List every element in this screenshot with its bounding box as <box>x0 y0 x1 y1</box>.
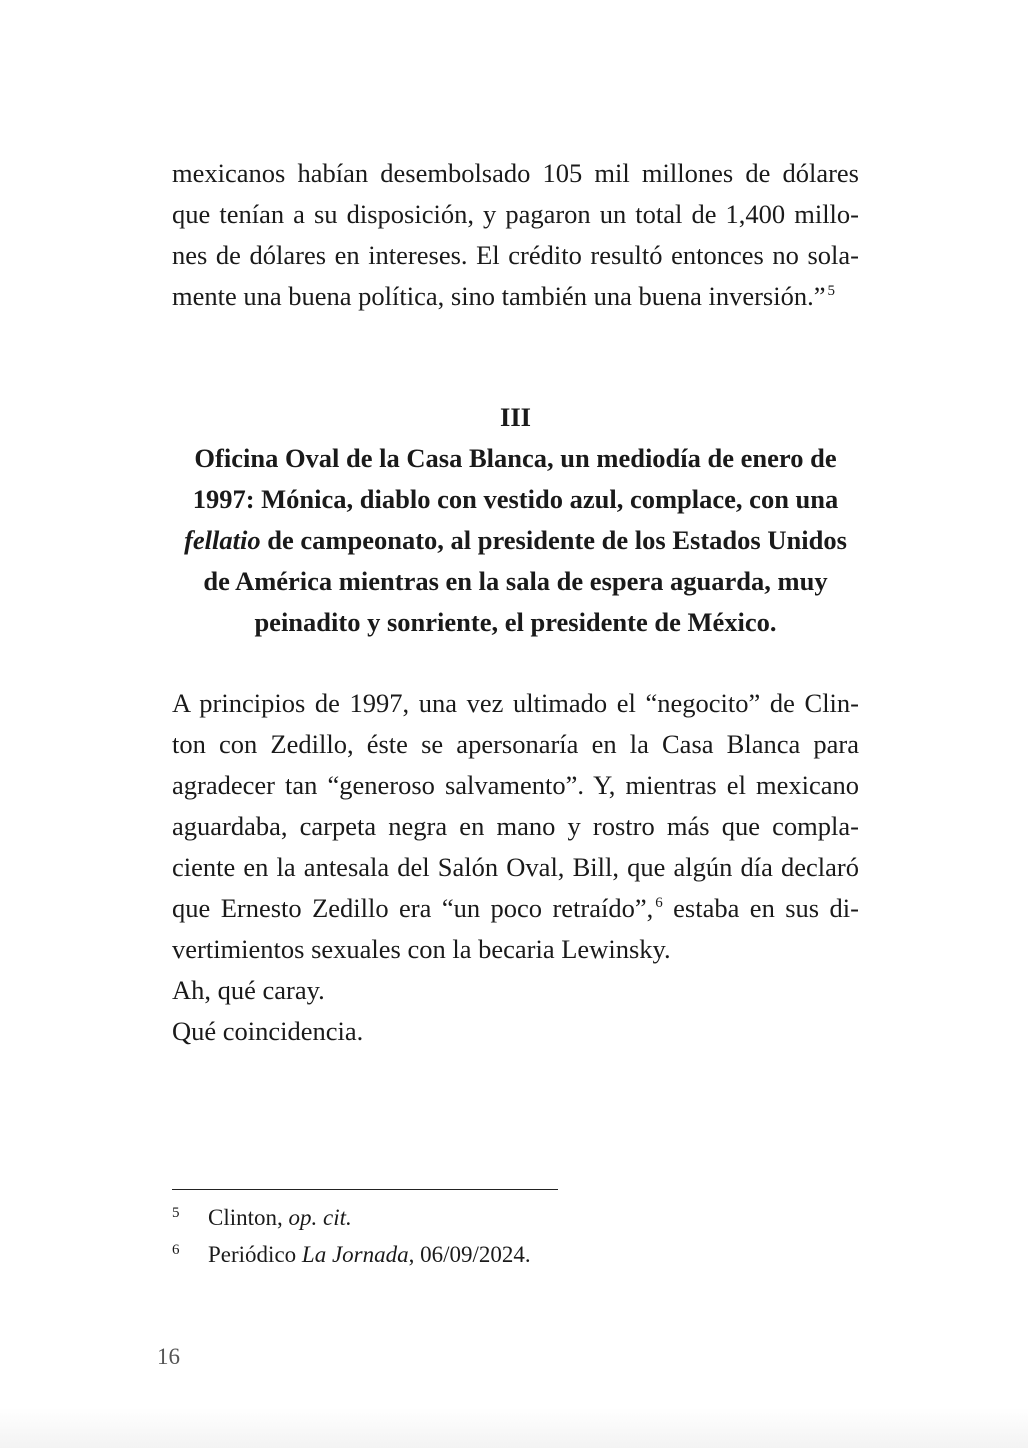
paragraph-line: aguardaba, carpeta negra en mano y rostro más que compla- <box>172 811 859 841</box>
section-heading <box>172 397 859 643</box>
footnote-text-italic: La Jornada <box>301 1242 409 1267</box>
footnote-reference: 6 <box>655 895 663 911</box>
footnote-reference: 5 <box>827 283 835 299</box>
heading-line: 1997: Mónica, diablo con vestido azul, complace, con una <box>192 484 839 514</box>
paragraph-top <box>172 153 859 317</box>
footnote-text-after: , 06/09/2024. <box>408 1242 531 1267</box>
heading-line <box>172 520 859 561</box>
line-text: que Ernesto Zedillo era “un poco retraído”, <box>172 893 654 923</box>
paragraph-line-last: vertimientos sexuales con la becaria Lewinsky. <box>172 934 671 964</box>
footnote-item <box>172 1238 859 1275</box>
footnote-number: 6 <box>172 1242 180 1258</box>
page-number: 16 <box>157 1344 180 1369</box>
heading-line-rest: de campeonato, al presidente de los Estados Unidos <box>260 525 847 555</box>
footnote-text-plain: Periódico <box>208 1242 302 1267</box>
footnote-text-italic: op. cit. <box>288 1205 352 1230</box>
paragraph-line: Qué coincidencia. <box>172 1016 364 1046</box>
footnote-text <box>208 1201 352 1234</box>
paragraph-line: Ah, qué caray. <box>172 975 325 1005</box>
footnote-divider <box>172 1189 558 1190</box>
footnotes <box>172 1201 859 1275</box>
footnote-item <box>172 1201 859 1238</box>
paragraph-line: que tenían a su disposición, y pagaron un total de 1,400 millo- <box>172 199 859 229</box>
page-edge-shadow <box>0 1408 1028 1448</box>
footnote-text-plain: Clinton, <box>208 1205 289 1230</box>
heading-line: peinadito y sonriente, el presidente de México. <box>254 607 777 637</box>
paragraph-line: A principios de 1997, una vez ultimado el “negocito” de Clin- <box>172 688 859 718</box>
paragraph-line: ciente en la antesala del Salón Oval, Bill, que algún día declaró <box>172 852 859 882</box>
paragraph-line: ton con Zedillo, éste se apersonaría en la Casa Blanca para <box>172 729 859 759</box>
line-text: estaba en sus di- <box>662 893 859 923</box>
paragraph-line-text: mente una buena política, sino también una buena inversión.” <box>172 281 826 311</box>
paragraph-line-last <box>172 276 859 317</box>
section-numeral: III <box>500 402 531 432</box>
paragraph-line: mexicanos habían desembolsado 105 mil millones de dólares <box>172 158 859 188</box>
footnote-number: 5 <box>172 1205 180 1221</box>
heading-italic-word: fellatio <box>184 525 261 555</box>
heading-line: de América mientras en la sala de espera aguarda, muy <box>203 566 828 596</box>
paragraph-main <box>172 683 859 1052</box>
heading-line: Oficina Oval de la Casa Blanca, un mediodía de enero de <box>194 443 837 473</box>
footnote-text <box>208 1238 531 1271</box>
paragraph-line: agradecer tan “generoso salvamento”. Y, mientras el mexicano <box>172 770 859 800</box>
paragraph-line <box>172 888 859 929</box>
paragraph-line: nes de dólares en intereses. El crédito resultó entonces no sola- <box>172 240 859 270</box>
